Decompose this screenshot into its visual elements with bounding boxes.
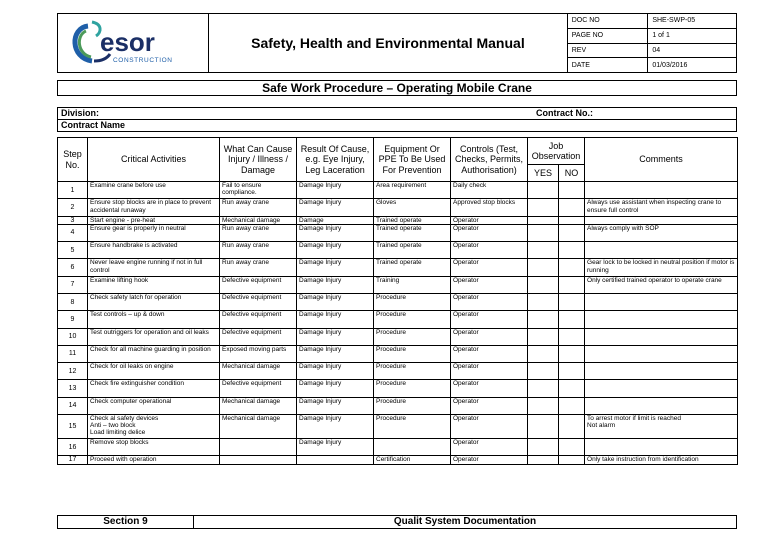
meta-key-rev: REV [567, 43, 648, 58]
cell-yes [528, 439, 559, 456]
cell-comments [585, 293, 738, 310]
cell-comments: Always comply with SOP [585, 224, 738, 241]
cell-controls: Operator [451, 224, 528, 241]
cell-equipment: Procedure [374, 293, 451, 310]
cell-activity: Proceed with operation [88, 456, 220, 464]
cell-yes [528, 456, 559, 464]
cell-no [559, 182, 585, 199]
cell-step: 4 [58, 224, 88, 241]
meta-key-doc-no: DOC NO [567, 14, 648, 29]
cell-activity: Start engine - pre-heat [88, 216, 220, 224]
cell-controls: Operator [451, 415, 528, 439]
cell-comments [585, 242, 738, 259]
document-header [57, 13, 737, 73]
cell-no [559, 242, 585, 259]
cell-cause: Run away crane [220, 242, 297, 259]
cell-cause: Defective equipment [220, 328, 297, 345]
meta-value-rev: 04 [648, 43, 737, 58]
table-row [58, 397, 738, 414]
cell-activity: Check computer operational [88, 397, 220, 414]
cell-controls: Operator [451, 293, 528, 310]
cell-comments: To arrest motor if limit is reached Not alarm [585, 415, 738, 439]
cell-equipment: Procedure [374, 345, 451, 362]
procedure-rows [58, 182, 738, 465]
logo-swoosh-icon [58, 14, 208, 72]
table-row [58, 345, 738, 362]
cell-equipment: Procedure [374, 380, 451, 397]
manual-title: Safety, Health and Environmental Manual [209, 14, 568, 73]
cell-no [559, 397, 585, 414]
cell-controls: Operator [451, 345, 528, 362]
cell-equipment: Procedure [374, 363, 451, 380]
division-block [57, 107, 737, 132]
cell-activity: Examine lifting hook [88, 276, 220, 293]
cell-result: Damage Injury [297, 242, 374, 259]
cell-result: Damage Injury [297, 259, 374, 276]
cell-equipment: Area requirement [374, 182, 451, 199]
cell-activity: Check fire extinguisher condition [88, 380, 220, 397]
header-yes: YES [528, 165, 559, 182]
logo-wordmark: esor [100, 27, 155, 57]
cell-cause: Defective equipment [220, 311, 297, 328]
cell-equipment: Trained operate [374, 224, 451, 241]
cell-equipment: Trained operate [374, 242, 451, 259]
cell-activity: Ensure gear is properly in neutral [88, 224, 220, 241]
cell-cause: Mechanical damage [220, 415, 297, 439]
cell-activity: Test controls – up & down [88, 311, 220, 328]
cell-equipment: Gloves [374, 199, 451, 216]
cell-equipment: Procedure [374, 328, 451, 345]
table-row [58, 328, 738, 345]
cell-yes [528, 293, 559, 310]
table-row [58, 216, 738, 224]
cell-cause [220, 439, 297, 456]
cell-result: Damage Injury [297, 439, 374, 456]
cell-yes [528, 182, 559, 199]
cell-activity: Check al safety devices Anti – two block Load limiting delice [88, 415, 220, 439]
cell-step: 16 [58, 439, 88, 456]
cell-no [559, 456, 585, 464]
cell-cause: Defective equipment [220, 293, 297, 310]
cell-no [559, 311, 585, 328]
table-row [58, 182, 738, 199]
cell-cause: Run away crane [220, 224, 297, 241]
cell-result: Damage Injury [297, 380, 374, 397]
cell-no [559, 439, 585, 456]
cell-result: Damage Injury [297, 363, 374, 380]
cell-comments [585, 380, 738, 397]
cell-step: 13 [58, 380, 88, 397]
division-row [58, 108, 737, 120]
cell-step: 2 [58, 199, 88, 216]
cell-activity: Never leave engine running if not in full control [88, 259, 220, 276]
footer-doc-label: Qualit System Documentation [194, 516, 737, 529]
cell-activity: Ensure handbrake is activated [88, 242, 220, 259]
cell-result: Damage Injury [297, 397, 374, 414]
cell-comments [585, 328, 738, 345]
cell-comments [585, 311, 738, 328]
cell-no [559, 199, 585, 216]
table-row [58, 439, 738, 456]
cell-controls: Operator [451, 380, 528, 397]
cell-no [559, 276, 585, 293]
cell-comments [585, 397, 738, 414]
header-no: NO [559, 165, 585, 182]
cell-equipment: Procedure [374, 311, 451, 328]
cell-result: Damage [297, 216, 374, 224]
cell-comments: Only take instruction from identification [585, 456, 738, 464]
cell-equipment: Trained operate [374, 216, 451, 224]
cell-controls: Approved stop blocks [451, 199, 528, 216]
cell-cause: Mechanical damage [220, 363, 297, 380]
contract-name-label: Contract Name [58, 120, 737, 132]
cell-step: 8 [58, 293, 88, 310]
procedure-title: Safe Work Procedure – Operating Mobile Crane [57, 80, 737, 96]
header-controls: Controls (Test, Checks, Permits, Authorisation) [451, 138, 528, 182]
cell-step: 12 [58, 363, 88, 380]
header-step-no: Step No. [58, 138, 88, 182]
cell-no [559, 415, 585, 439]
cell-yes [528, 276, 559, 293]
company-logo [58, 14, 208, 72]
cell-cause [220, 456, 297, 464]
cell-yes [528, 224, 559, 241]
table-row [58, 199, 738, 216]
header-comments: Comments [585, 138, 738, 182]
cell-step: 14 [58, 397, 88, 414]
cell-result: Damage Injury [297, 293, 374, 310]
table-row [58, 224, 738, 241]
cell-yes [528, 199, 559, 216]
cell-yes [528, 328, 559, 345]
meta-value-date: 01/03/2016 [648, 58, 737, 73]
cell-result: Damage Injury [297, 345, 374, 362]
meta-value-doc-no: SHE-SWP-05 [648, 14, 737, 29]
table-row [58, 311, 738, 328]
cell-no [559, 293, 585, 310]
cell-step: 1 [58, 182, 88, 199]
cell-cause: Mechanical damage [220, 216, 297, 224]
contract-no-label: Contract No.: [536, 108, 593, 118]
cell-cause: Defective equipment [220, 276, 297, 293]
cell-controls: Operator [451, 311, 528, 328]
cell-controls: Operator [451, 439, 528, 456]
document-footer [57, 515, 737, 529]
table-row [58, 363, 738, 380]
header-critical-activities: Critical Activities [88, 138, 220, 182]
table-row [58, 259, 738, 276]
cell-step: 3 [58, 216, 88, 224]
cell-controls: Operator [451, 259, 528, 276]
table-row [58, 415, 738, 439]
cell-step: 17 [58, 456, 88, 464]
cell-comments [585, 345, 738, 362]
table-row [58, 380, 738, 397]
logo-cell [58, 14, 209, 73]
cell-activity: Examine crane before use [88, 182, 220, 199]
cell-yes [528, 380, 559, 397]
cell-no [559, 363, 585, 380]
header-cause: What Can Cause Injury / Illness / Damage [220, 138, 297, 182]
cell-activity: Check for oil leaks on engine [88, 363, 220, 380]
cell-controls: Operator [451, 216, 528, 224]
cell-equipment: Training [374, 276, 451, 293]
cell-result: Damage Injury [297, 224, 374, 241]
cell-result: Damage Injury [297, 311, 374, 328]
meta-value-page-no: 1 of 1 [648, 28, 737, 43]
cell-yes [528, 242, 559, 259]
table-row [58, 293, 738, 310]
cell-cause: Defective equipment [220, 380, 297, 397]
cell-no [559, 380, 585, 397]
procedure-table [57, 137, 738, 465]
cell-equipment [374, 439, 451, 456]
cell-activity: Check for all machine guarding in position [88, 345, 220, 362]
cell-yes [528, 363, 559, 380]
cell-cause: Fail to ensure compliance. [220, 182, 297, 199]
cell-step: 7 [58, 276, 88, 293]
header-result: Result Of Cause, e.g. Eye Injury, Leg Laceration [297, 138, 374, 182]
cell-result: Damage Injury [297, 328, 374, 345]
cell-yes [528, 259, 559, 276]
cell-cause: Run away crane [220, 259, 297, 276]
cell-no [559, 345, 585, 362]
cell-comments [585, 439, 738, 456]
cell-step: 11 [58, 345, 88, 362]
table-row [58, 456, 738, 464]
cell-equipment: Procedure [374, 415, 451, 439]
cell-result: Damage Injury [297, 199, 374, 216]
cell-result: Damage Injury [297, 182, 374, 199]
cell-comments [585, 182, 738, 199]
meta-key-date: DATE [567, 58, 648, 73]
cell-equipment: Certification [374, 456, 451, 464]
cell-controls: Operator [451, 328, 528, 345]
cell-controls: Operator [451, 242, 528, 259]
cell-step: 15 [58, 415, 88, 439]
cell-cause: Run away crane [220, 199, 297, 216]
cell-cause: Mechanical damage [220, 397, 297, 414]
cell-no [559, 216, 585, 224]
cell-no [559, 259, 585, 276]
cell-step: 9 [58, 311, 88, 328]
cell-equipment: Procedure [374, 397, 451, 414]
cell-no [559, 328, 585, 345]
cell-comments: Gear lock to be locked in neutral position if motor is running [585, 259, 738, 276]
cell-comments: Always use assistant when inspecting crane to ensure full control [585, 199, 738, 216]
cell-comments [585, 216, 738, 224]
cell-result: Damage Injury [297, 415, 374, 439]
cell-step: 10 [58, 328, 88, 345]
cell-controls: Operator [451, 276, 528, 293]
meta-key-page-no: PAGE NO [567, 28, 648, 43]
cell-result [297, 456, 374, 464]
cell-cause: Exposed moving parts [220, 345, 297, 362]
cell-controls: Operator [451, 397, 528, 414]
cell-step: 6 [58, 259, 88, 276]
header-job-observation: Job Observation [528, 138, 585, 165]
cell-activity: Remove stop blocks [88, 439, 220, 456]
cell-controls: Daily check [451, 182, 528, 199]
logo-subtext: CONSTRUCTION [113, 57, 173, 64]
cell-yes [528, 311, 559, 328]
footer-section: Section 9 [58, 516, 194, 529]
cell-controls: Operator [451, 363, 528, 380]
cell-activity: Ensure stop blocks are in place to prevent accidental runaway [88, 199, 220, 216]
cell-no [559, 224, 585, 241]
cell-yes [528, 216, 559, 224]
cell-comments [585, 363, 738, 380]
cell-yes [528, 345, 559, 362]
cell-activity: Check safety latch for operation [88, 293, 220, 310]
cell-step: 5 [58, 242, 88, 259]
table-row [58, 276, 738, 293]
cell-equipment: Trained operate [374, 259, 451, 276]
cell-yes [528, 397, 559, 414]
cell-yes [528, 415, 559, 439]
cell-controls: Operator [451, 456, 528, 464]
division-label: Division: [61, 108, 100, 118]
table-row [58, 242, 738, 259]
cell-activity: Test outriggers for operation and oil leaks [88, 328, 220, 345]
header-equipment: Equipment Or PPE To Be Used For Prevention [374, 138, 451, 182]
cell-result: Damage Injury [297, 276, 374, 293]
cell-comments: Only certified trained operator to operate crane [585, 276, 738, 293]
